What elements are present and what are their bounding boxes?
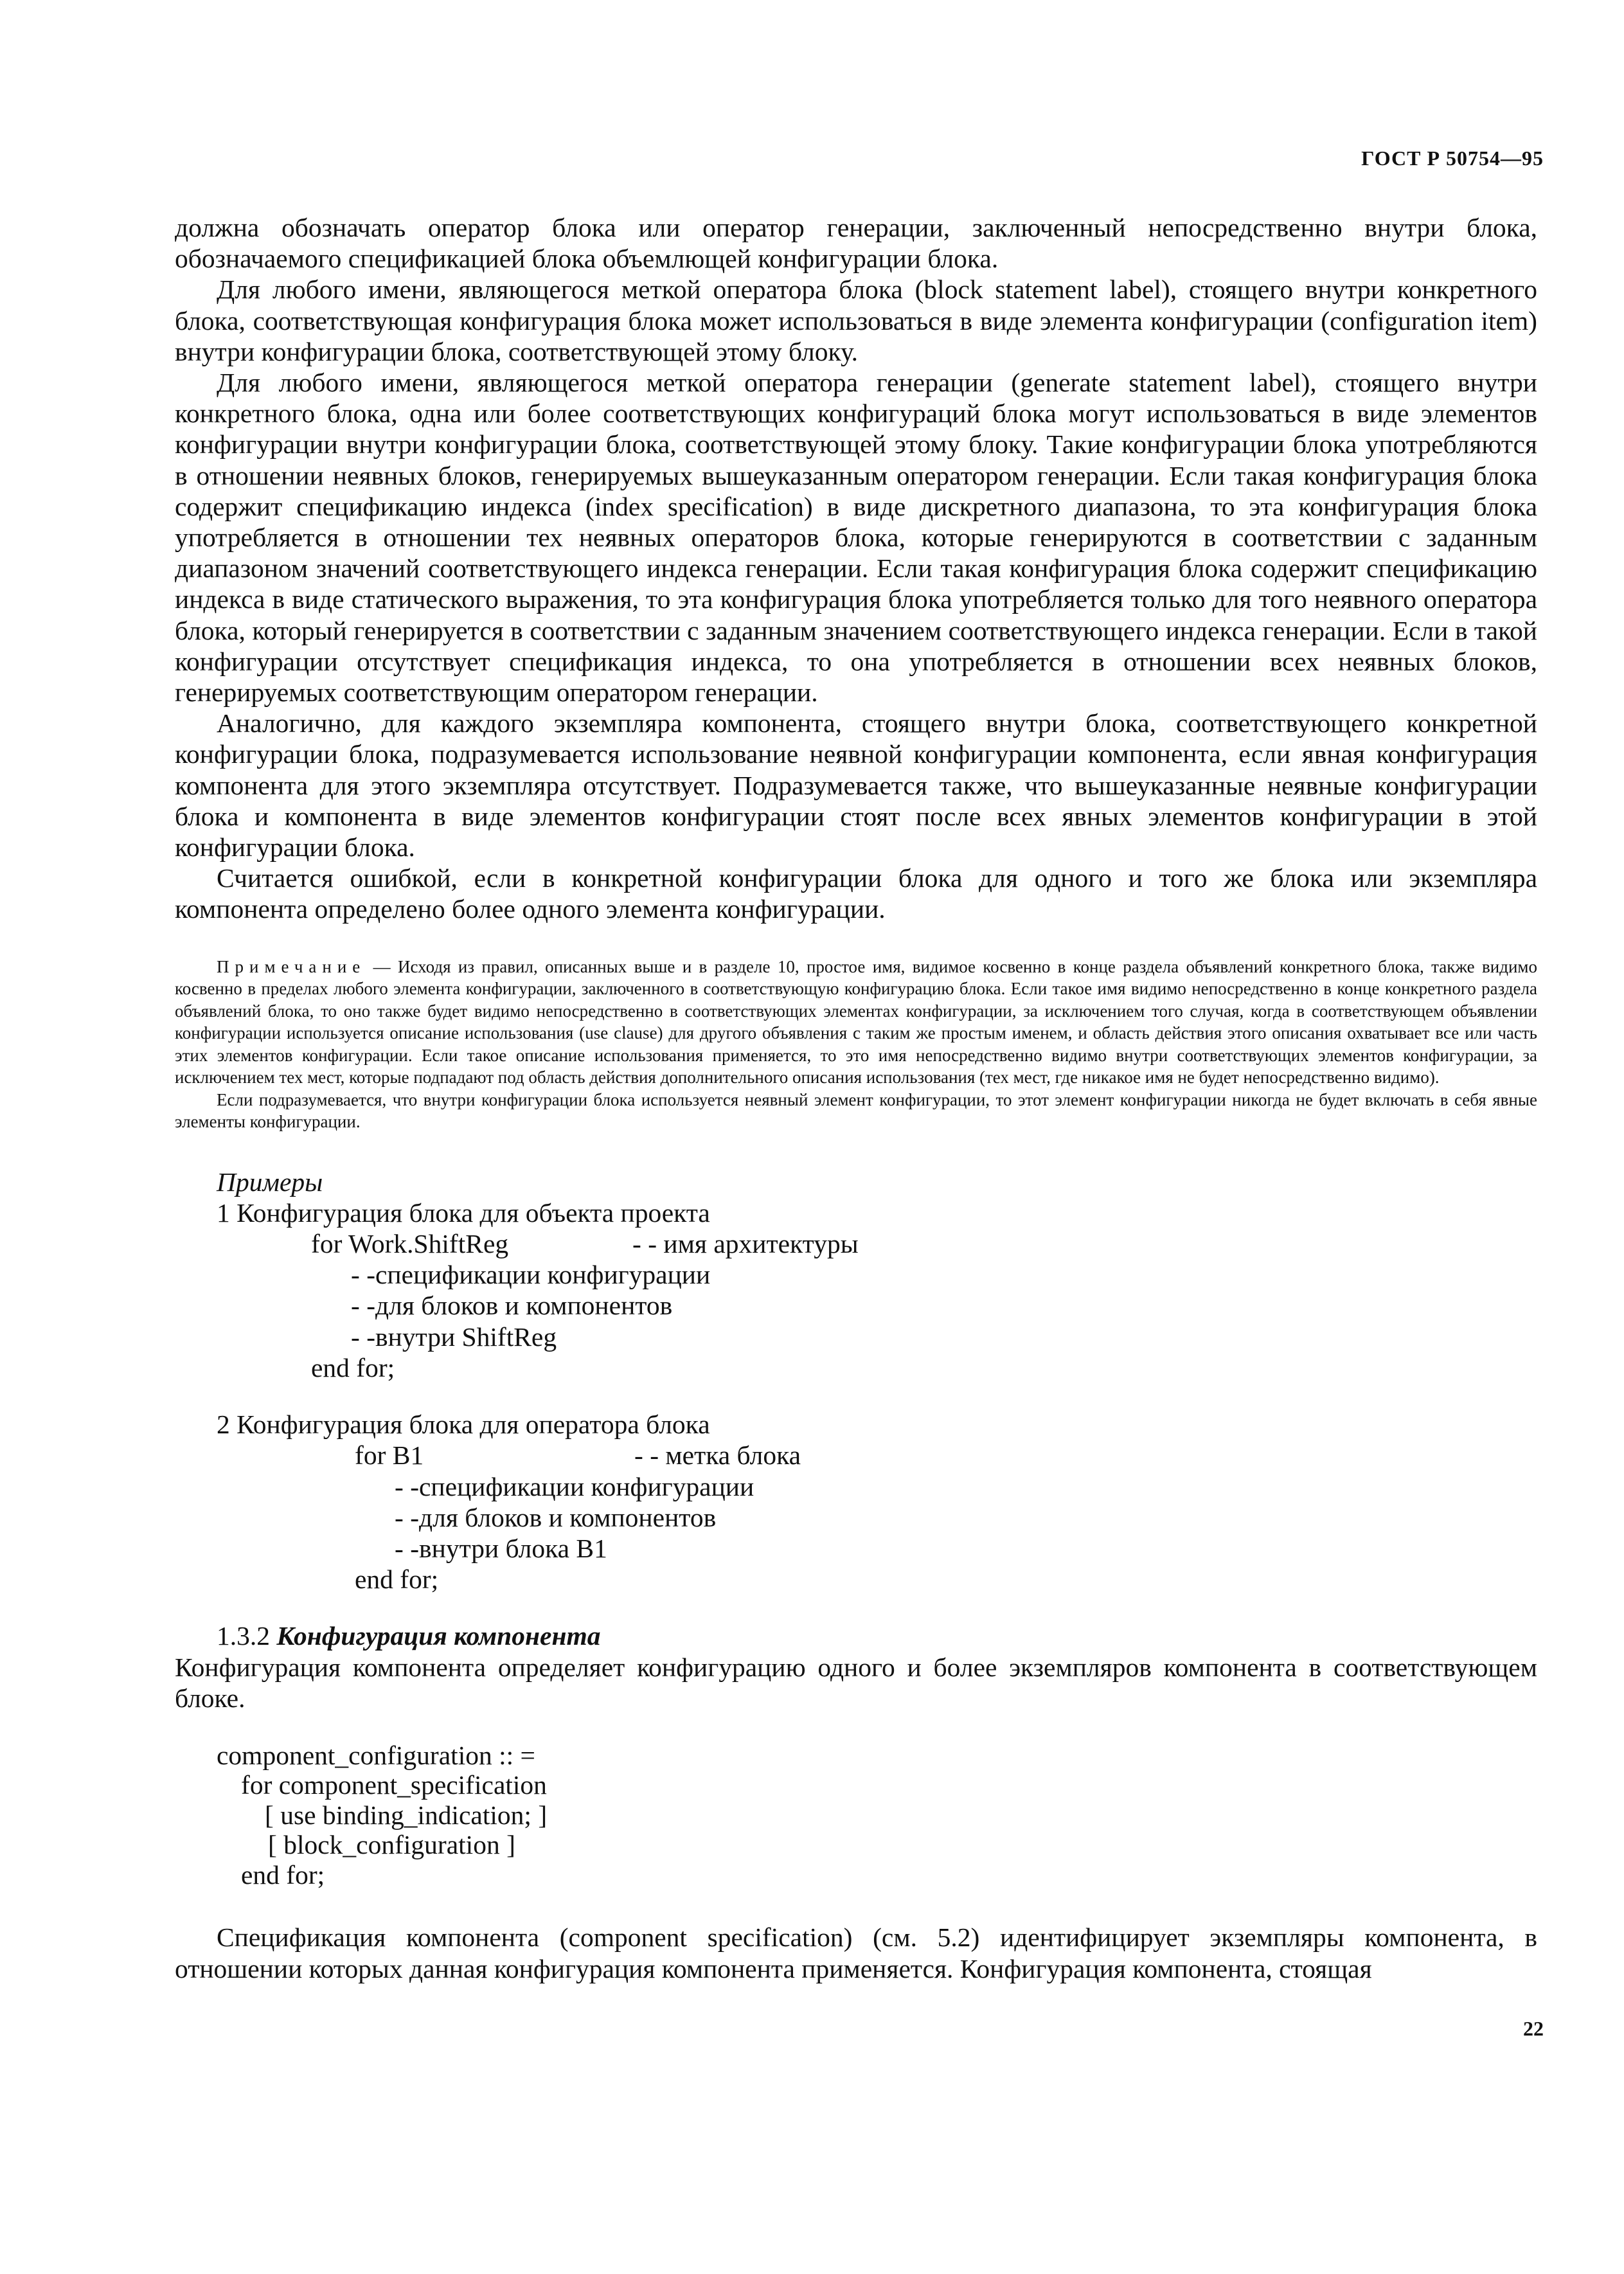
code-line: - -внутри блока B1 [395, 1533, 607, 1563]
code-line: end for; [355, 1564, 439, 1595]
code-line: end for; [311, 1352, 395, 1383]
examples-block [175, 1167, 1537, 1595]
paragraph-error-rule: Считается ошибкой, если в конкретной конфигурации блока для одного и того же блока или экземпляра компонента определено более одного элемента конфигурации. [175, 863, 1537, 924]
examples-title: Примеры [217, 1167, 323, 1197]
paragraph-implicit-configuration: Аналогично, для каждого экземпляра компонента, стоящего внутри блока, соответствующего конкретной конфигурации блока, подразумевается использование неявной конфигурации компонента, если явная конфигурация компонента для этого экземпляра отсутствует. Подразумевается также, что вышеуказанные неявные конфигурации блока и компонента в виде элементов конфигурации стоят после всех явных элементов конфигурации в этой конфигурации блока. [175, 708, 1537, 863]
code-line: - -спецификации конфигурации [351, 1260, 711, 1290]
example-2-heading: 2 Конфигурация блока для оператора блока [217, 1410, 710, 1440]
paragraph-continuation: должна обозначать оператор блока или оператор генерации, заключенный непосредственно внутри блока, обозначаемого спецификацией блока объемлющей конфигурации блока. [175, 213, 1537, 274]
section-number: 1.3.2 [217, 1621, 270, 1651]
code-line: - -спецификации конфигурации [395, 1471, 754, 1501]
code-line [355, 1440, 1537, 1471]
note-block [175, 956, 1537, 1133]
section-heading [217, 1620, 1537, 1651]
document-header: ГОСТ Р 50754—95 [1361, 147, 1544, 170]
section-intro: Конфигурация компонента определяет конфигурацию одного и более экземпляров компонента в соответствующем блоке. [175, 1652, 1537, 1713]
paragraph-generate-statement-label: Для любого имени, являющегося меткой оператора генерации (generate statement label), стоящего внутри конкретного блока, одна или более соответствующих конфигураций блока могут использоваться в виде элементов конфигурации внутри конфигурации блока, соответствующей этому блоку. Такие конфигурации блока употребляются в отношении неявных блоков, генерируемых вышеуказанным оператором генерации. Если такая конфигурация блока содержит спецификацию индекса (index specification) в виде дискретного диапазона, то эта конфигурация блока употребляется в отношении тех неявных операторов блока, которые генерируются в соответствии с заданным диапазоном значений соответствующего индекса генерации. Если такая конфигурация блока содержит спецификацию индекса в виде статического выражения, то эта конфигурация блока употребляется только для того неявного оператора блока, который генерируется в соответствии с заданным значением соответствующего индекса генерации. Если в такой конфигурации отсутствует спецификация индекса, то она употребляется в отношении всех неявных блоков, генерируемых соответствующим оператором генерации. [175, 368, 1537, 708]
note-lead: Примечание [217, 956, 366, 976]
grammar-line: component_configuration :: = [217, 1740, 535, 1770]
grammar-line: end for; [241, 1859, 325, 1890]
section-title: Конфигурация компонента [276, 1621, 601, 1651]
grammar-line: [ block_configuration ] [268, 1830, 515, 1860]
note-paragraph-2: Если подразумевается, что внутри конфигурации блока используется неявный элемент конфигурации, то этот элемент конфигурации никогда не будет включать в себя явные элементы конфигурации. [175, 1089, 1537, 1132]
grammar-block [217, 1741, 1537, 1890]
code-for: for B1 [355, 1440, 424, 1471]
page-content [175, 212, 1537, 1984]
code-for: for Work.ShiftReg [311, 1229, 509, 1259]
note-text: — Исходя из правил, описанных выше и в разделе 10, простое имя, видимое косвенно в конце раздела объявлений конкретного блока, также видимо косвенно в пределах любого элемента конфигурации, заключенного в соответствующую конфигурацию блока. Если такое имя видимо непосредственно в конце конкретного раздела объявлений блока, то оно также будет видимо непосредственно в соответствующих элементах конфигурации, за исключением того случая, когда в соответствующем объявлении конфигурации используется описание использования (use clause) для другого объявления с таким же простым именем, и область действия этого описания охватывает все или часть этих элементов конфигурации. Если такое описание использования применяется, то это имя непосредственно видимо внутри соответствующих элементов конфигурации, за исключением тех мест, которые подпадают под область действия дополнительного описания использования (тех мест, где никакое имя не будет непосредственно видимо). [175, 956, 1537, 1088]
code-line: - -для блоков и компонентов [395, 1502, 717, 1532]
page-number: 22 [1523, 2017, 1544, 2040]
grammar-line: [ use binding_indication; ] [265, 1800, 548, 1830]
code-line: - -внутри ShiftReg [351, 1321, 557, 1352]
paragraph-component-specification: Спецификация компонента (component specification) (см. 5.2) идентифицирует экземпляры компонента, в отношении которых данная конфигурация компонента применяется. Конфигурация компонента, стоящая [175, 1922, 1537, 1983]
example-1-code [311, 1228, 1537, 1383]
example-2-code [355, 1440, 1537, 1595]
code-line: - -для блоков и компонентов [351, 1291, 673, 1321]
code-comment: - - имя архитектуры [632, 1229, 859, 1259]
code-line [311, 1228, 1537, 1259]
note-paragraph [175, 956, 1537, 1089]
paragraph-block-statement-label: Для любого имени, являющегося меткой оператора блока (block statement label), стоящего внутри конкретного блока, соответствующая конфигурация блока может использоваться в виде элемента конфигурации (configuration item) внутри конфигурации блока, соответствующей этому блоку. [175, 274, 1537, 366]
example-1-heading: 1 Конфигурация блока для объекта проекта [217, 1197, 710, 1228]
grammar-line: for component_specification [241, 1770, 547, 1800]
code-comment: - - метка блока [634, 1440, 801, 1471]
